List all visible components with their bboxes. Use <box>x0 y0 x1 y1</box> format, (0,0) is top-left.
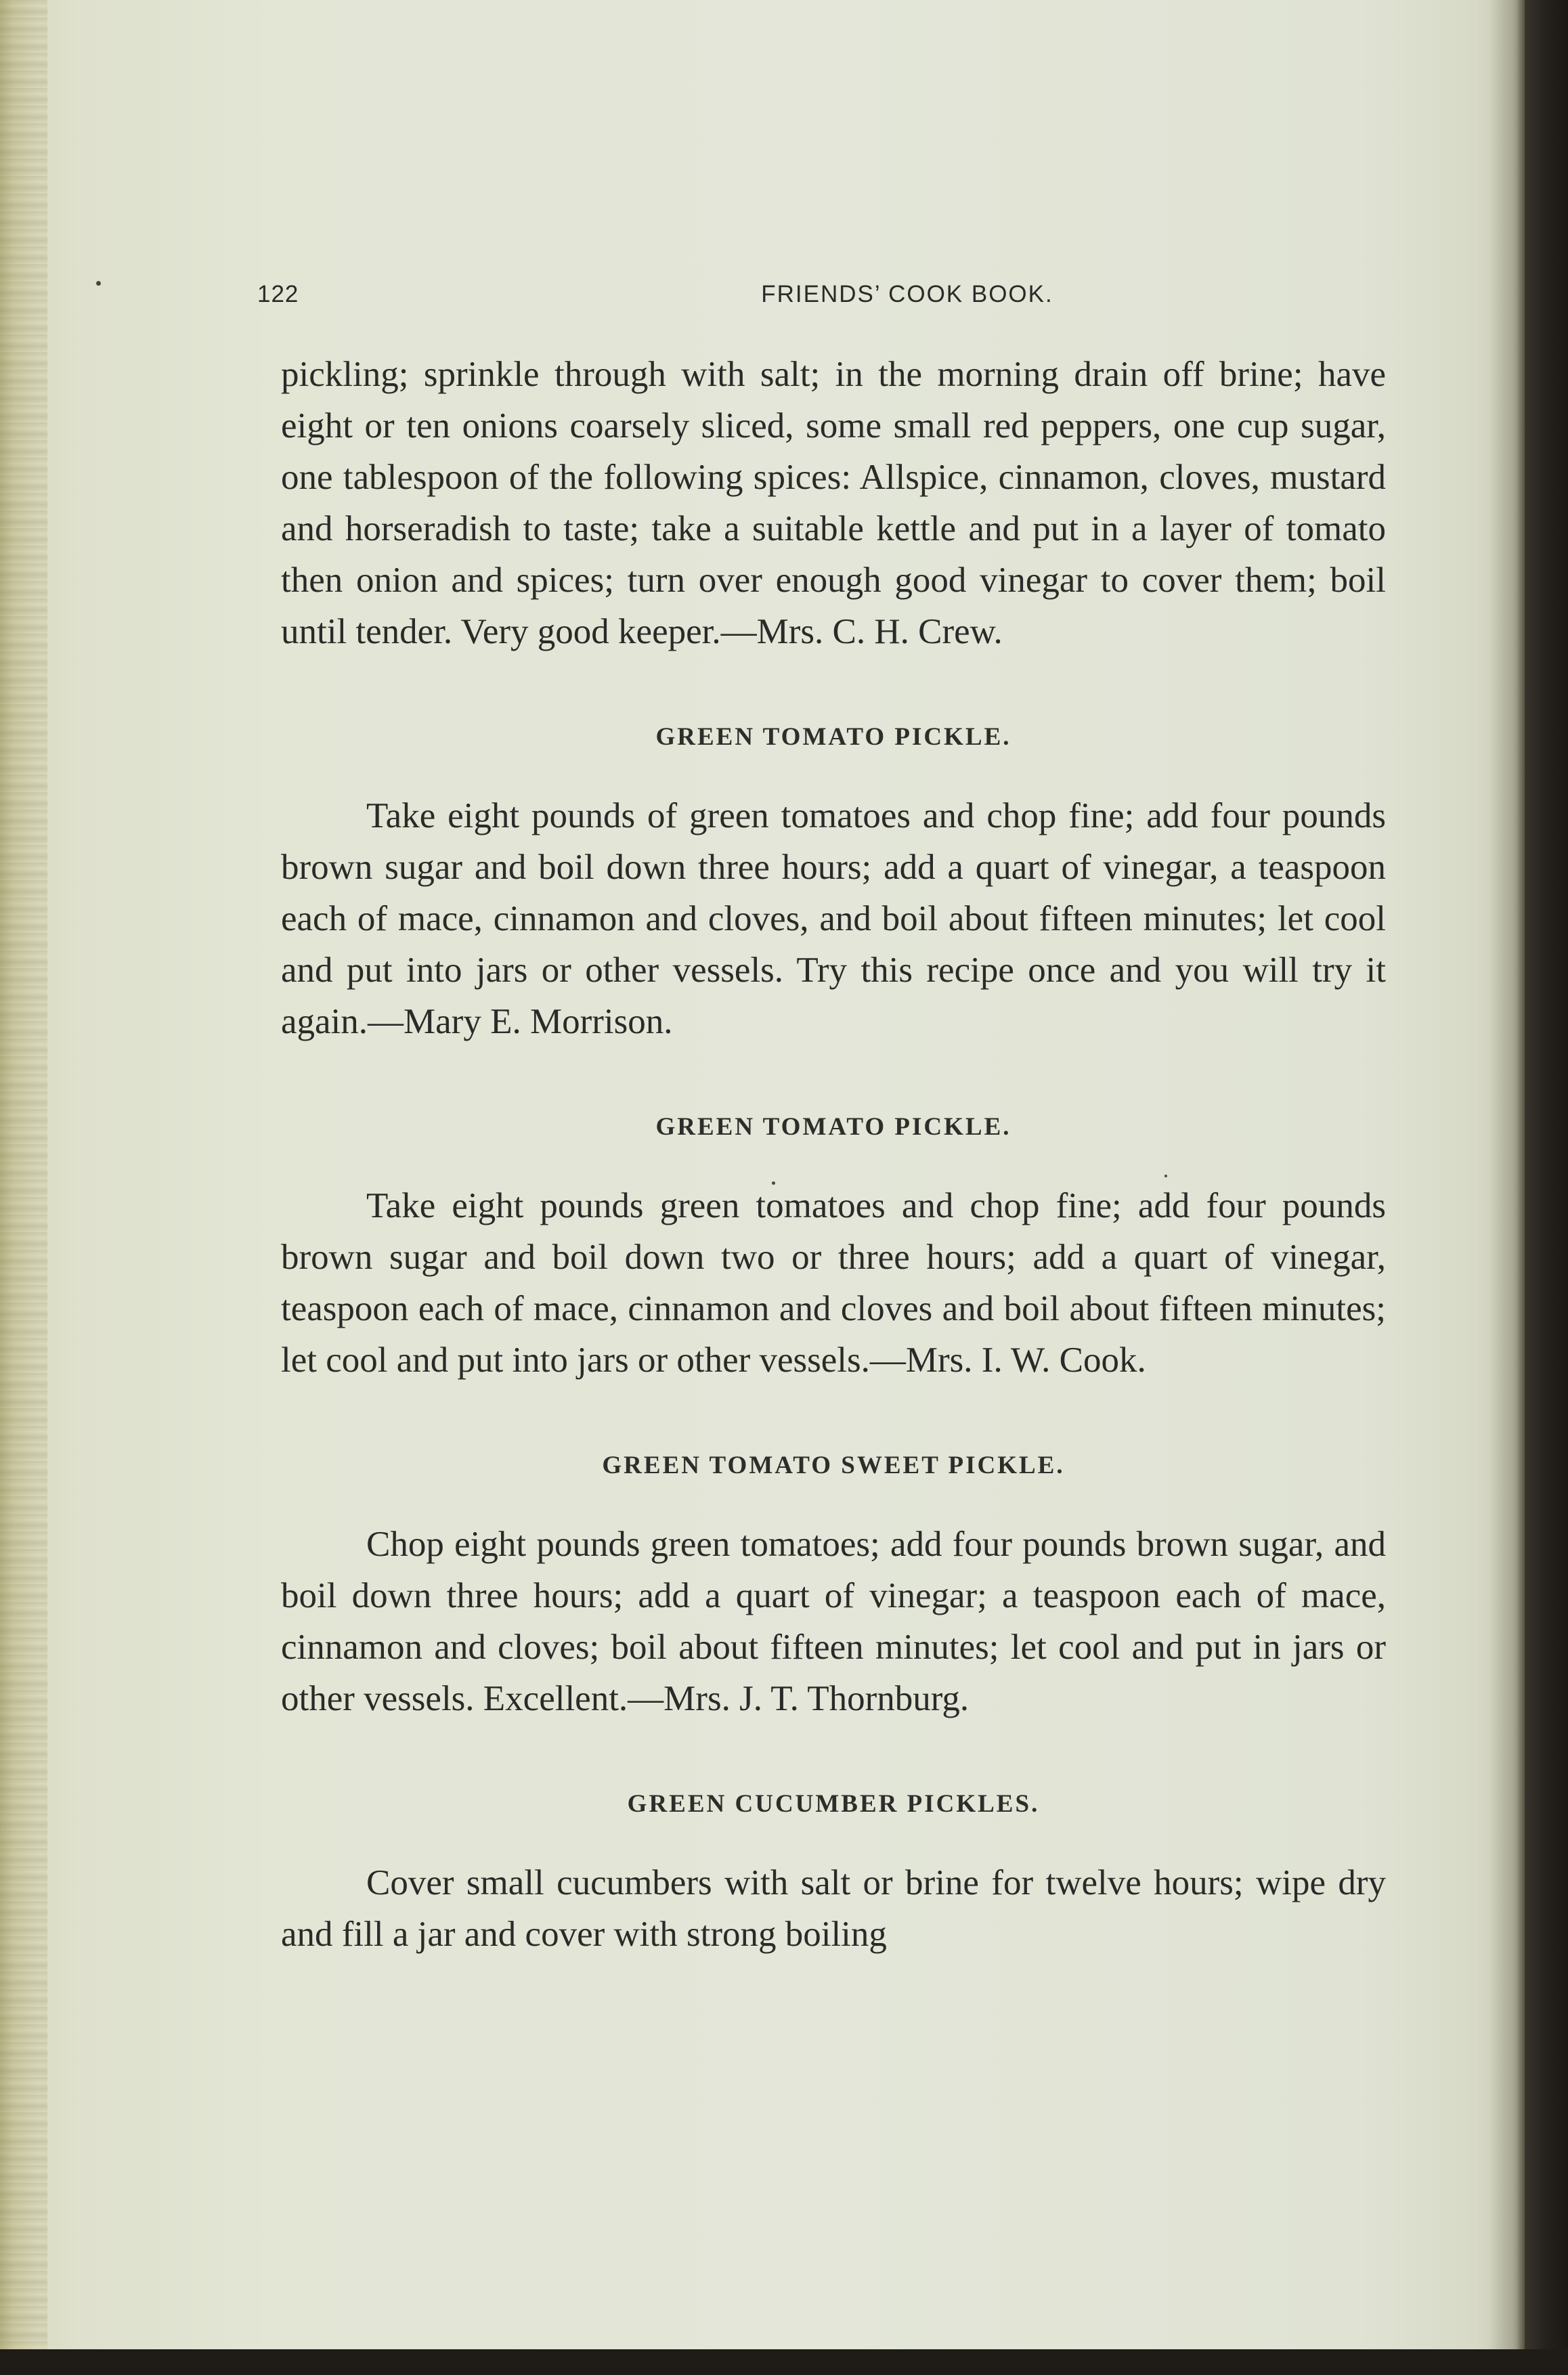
recipe-text: Chop eight pounds green tomatoes; add four pounds brown sugar, and boil down three hours; add a quart of vinegar; a teaspoon each of mace, cinnamon and cloves; boil about fifteen minutes; let cool and put in jars or other vessels. Excellent.—Mrs. J. T. Thornburg. <box>281 1525 1386 1718</box>
recipe-text: Take eight pounds green tomatoes and chop fine; add four pounds brown sugar and boil down two or three hours; add a quart of vinegar, teaspoon each of mace, cinnamon and cloves and boil about fifteen minutes; let cool and put into jars or other vessels.—Mrs. I. W. Cook. <box>281 1186 1386 1380</box>
recipe-title: GREEN CUCUMBER PICKLES. <box>627 1790 1040 1818</box>
page-content <box>281 349 1386 1960</box>
recipe-title: GREEN TOMATO PICKLE. <box>655 1113 1011 1141</box>
recipe-title: GREEN TOMATO PICKLE. <box>655 723 1011 751</box>
book-spine <box>1525 0 1568 2349</box>
recipe-text: Take eight pounds of green tomatoes and chop fine; add four pounds brown sugar and boil down three hours; add a quart of vinegar, a teaspoon each of mace, cinnamon and cloves, and boil about fifteen minutes; let cool and put into jars or other vessels. Try this recipe once and you will try it again.—Mary E. Morrison. <box>281 796 1386 1041</box>
paper-speck <box>96 281 101 286</box>
running-title: FRIENDS’ COOK BOOK. <box>761 281 1053 307</box>
page-number: 122 <box>257 281 299 307</box>
recipe-title: GREEN TOMATO SWEET PICKLE. <box>602 1452 1065 1479</box>
continued-recipe-text: pickling; sprinkle through with salt; in the morning drain off brine; have eight or ten onions coarsely sliced, some small red peppers, one cup sugar, one tablespoon of the following spices: Allspice, cinnamon, cloves, mustard and horseradish to taste; take a suitable kettle and put in a layer of tomato then onion and spices; turn over enough good vinegar to cover them; boil until tender. Very good keeper.—Mrs. C. H. Crew. <box>281 355 1386 651</box>
recipe-text: Cover small cucumbers with salt or brine for twelve hours; wipe dry and fill a jar and cover with strong boiling <box>281 1863 1386 1954</box>
book-bottom-edge <box>0 2349 1568 2375</box>
running-header <box>257 281 1422 315</box>
page-right-shadow <box>1489 0 1525 2349</box>
page-left-edge <box>0 0 47 2349</box>
